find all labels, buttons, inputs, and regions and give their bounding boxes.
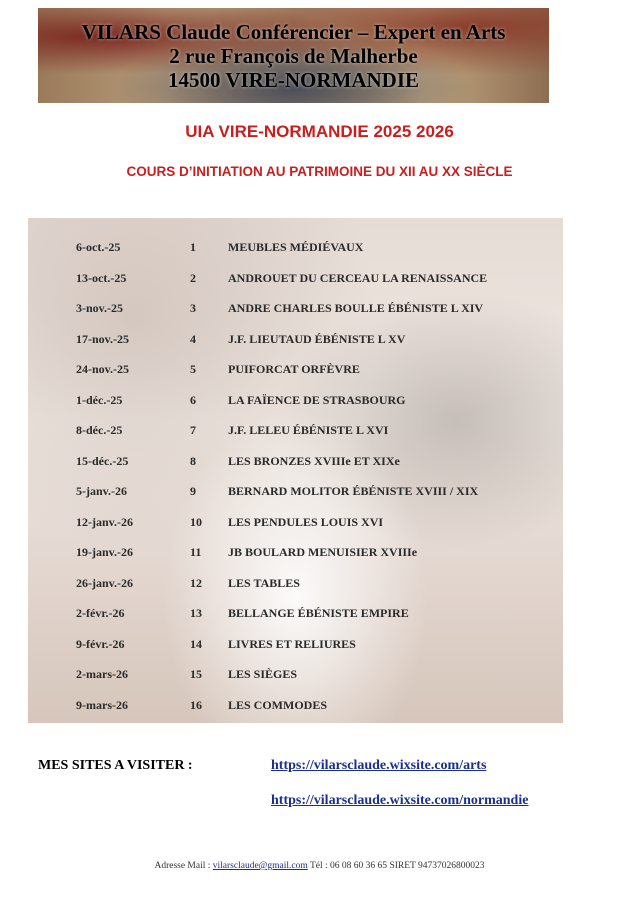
table-row — [28, 299, 563, 319]
session-number: 4 — [190, 331, 196, 346]
table-row — [28, 238, 563, 258]
table-row — [28, 604, 563, 624]
session-date: 9-mars-26 — [76, 697, 128, 712]
table-row — [28, 421, 563, 441]
footer — [0, 861, 639, 871]
footer-siret: SIRET 94737026800023 — [389, 861, 485, 871]
session-date: 19-janv.-26 — [76, 545, 133, 559]
footer-email-link[interactable]: vilarsclaude@gmail.com — [212, 861, 308, 871]
footer-mail-label: Adresse Mail : — [154, 861, 211, 871]
table-row — [28, 513, 563, 533]
session-date: 2-mars-26 — [76, 667, 128, 681]
session-title: J.F. LELEU ÉBÉNISTE L XVI — [228, 423, 389, 437]
session-title: ANDROUET DU CERCEAU LA RENAISSANCE — [228, 270, 488, 285]
session-number: 10 — [190, 514, 202, 529]
table-row — [28, 574, 563, 594]
table-row — [28, 635, 563, 655]
session-date: 2-févr.-26 — [76, 606, 125, 620]
header-banner — [38, 8, 549, 103]
table-row — [28, 330, 563, 350]
site-link-normandie[interactable]: https://vilarsclaude.wixsite.com/normandie — [271, 793, 529, 808]
session-number: 11 — [190, 545, 202, 559]
session-number: 7 — [190, 423, 196, 437]
table-row — [28, 696, 563, 716]
session-date: 6-oct.-25 — [76, 240, 121, 254]
session-number: 15 — [190, 667, 202, 681]
table-row — [28, 269, 563, 289]
session-number: 1 — [190, 240, 196, 254]
session-title: BELLANGE ÉBÉNISTE EMPIRE — [228, 606, 409, 620]
session-number: 14 — [190, 636, 202, 651]
session-date: 9-févr.-26 — [76, 636, 125, 651]
session-title: LES PENDULES LOUIS XVI — [228, 514, 384, 529]
session-date: 24-nov.-25 — [76, 362, 130, 376]
session-title: BERNARD MOLITOR ÉBÉNISTE XVIII / XIX — [228, 484, 479, 498]
footer-phone: Tél : 06 08 60 36 65 — [310, 861, 388, 871]
sites-label: MES SITES A VISITER : — [38, 758, 193, 773]
session-number: 16 — [190, 697, 202, 712]
session-title: LES SIÈGES — [228, 667, 298, 681]
header-street: 2 rue François de Malherbe — [169, 44, 418, 68]
session-title: JB BOULARD MENUISIER XVIIIe — [228, 545, 418, 559]
session-title: LA FAÏENCE DE STRASBOURG — [228, 392, 406, 407]
session-title: LES BRONZES XVIIIe ET XIXe — [228, 453, 400, 468]
session-date: 12-janv.-26 — [76, 514, 133, 529]
session-number: 3 — [190, 301, 196, 315]
table-row — [28, 543, 563, 563]
session-title: LES COMMODES — [228, 697, 328, 712]
session-date: 26-janv.-26 — [76, 575, 133, 590]
table-row — [28, 360, 563, 380]
session-title: ANDRE CHARLES BOULLE ÉBÉNISTE L XIV — [228, 301, 484, 315]
session-number: 13 — [190, 606, 202, 620]
site-link-arts[interactable]: https://vilarsclaude.wixsite.com/arts — [271, 758, 487, 773]
header-name: VILARS Claude Conférencier – Expert en Arts — [81, 20, 506, 44]
session-title: PUIFORCAT ORFÈVRE — [228, 362, 360, 376]
header-city: 14500 VIRE-NORMANDIE — [167, 68, 420, 92]
session-number: 2 — [190, 270, 196, 285]
page-title: UIA VIRE-NORMANDIE 2025 2026 — [185, 122, 454, 141]
session-title: LES TABLES — [228, 575, 300, 590]
page-subtitle: COURS D’INITIATION AU PATRIMOINE DU XII AU XX SIÈCLE — [126, 164, 513, 179]
session-date: 8-déc.-25 — [76, 423, 123, 437]
table-row — [28, 482, 563, 502]
session-date: 3-nov.-25 — [76, 301, 124, 315]
session-date: 17-nov.-25 — [76, 331, 130, 346]
session-date: 13-oct.-25 — [76, 270, 127, 285]
session-title: LIVRES ET RELIURES — [228, 636, 356, 651]
session-number: 6 — [190, 392, 196, 407]
table-row — [28, 452, 563, 472]
session-title: MEUBLES MÉDIÉVAUX — [228, 240, 364, 254]
table-row — [28, 665, 563, 685]
session-date: 15-déc.-25 — [76, 453, 129, 468]
table-row — [28, 391, 563, 411]
session-number: 8 — [190, 453, 196, 468]
session-date: 1-déc.-25 — [76, 392, 123, 407]
session-number: 5 — [190, 362, 196, 376]
session-title: J.F. LIEUTAUD ÉBÉNISTE L XV — [228, 331, 406, 346]
session-number: 9 — [190, 484, 196, 498]
schedule-table — [28, 218, 563, 723]
session-number: 12 — [190, 575, 202, 590]
session-date: 5-janv.-26 — [76, 484, 127, 498]
